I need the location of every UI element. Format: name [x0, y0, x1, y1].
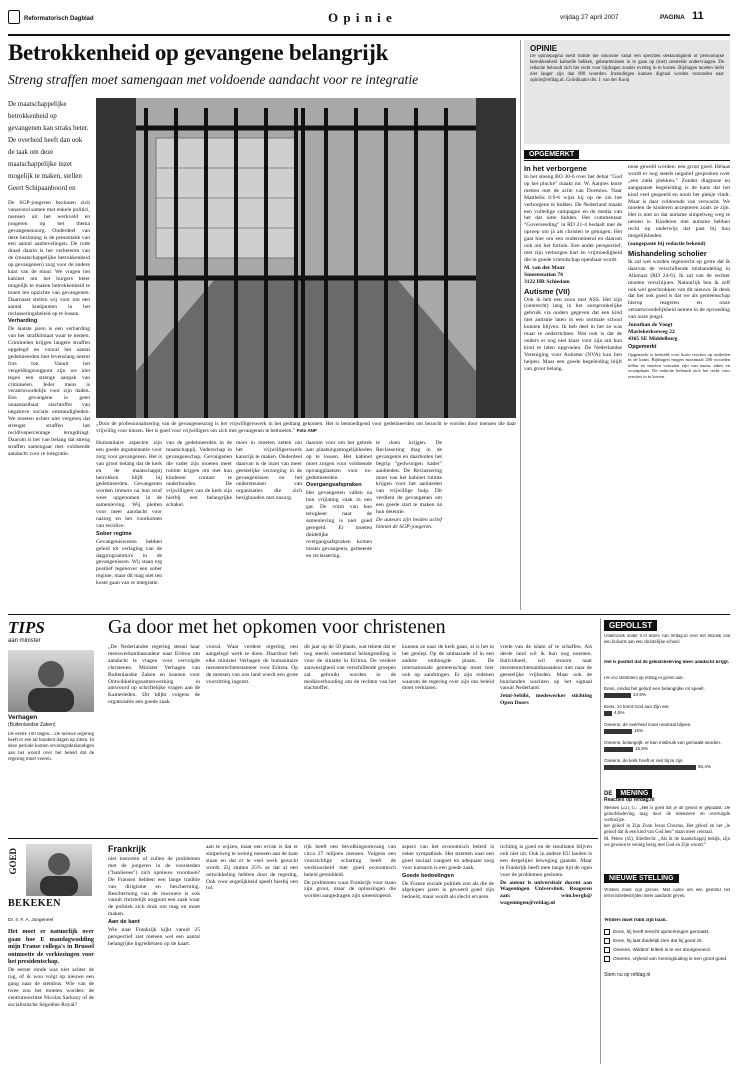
poll-option-label: Oneens, de overheid moet neutraal blijven. — [604, 722, 692, 727]
stelling-option-label: Eens, hij heeft terecht opmerkingen gemaakt. — [613, 930, 710, 935]
lead-col2-text2: Gevangeniswezen hebben geleid tot verlaging van de dagprogramma's in de gevangenissen. Wij staan erg positief tegenover een sober regime, maar dit mag niet ten koste gaan van re integratie. — [96, 538, 162, 587]
author-portrait — [26, 844, 92, 896]
opinie-box — [524, 40, 730, 144]
lead-photo-caption — [96, 421, 516, 437]
lead-col1 — [8, 200, 90, 610]
mening-header — [604, 782, 730, 797]
goed-sidebar — [8, 928, 94, 1064]
mening-prefix: DE — [604, 791, 613, 797]
third-heading: Frankrijk — [108, 844, 147, 854]
third-col5-text: richting is goed en de resultaten blijven ook niet uit. Ook in andere EU landen is een dergelijke beweging gaande. Maar in Frankrijk heeft men lange tijd de ogen voor de problemen gesloten. — [500, 844, 592, 878]
minister-role: (Buitenlandse Zaken) — [8, 722, 56, 728]
opgemerkt-signature3: Jonathan de Voogt Mariekerkseweg 22 4365 SE Middelburg — [628, 322, 678, 342]
bekeken-label: BEKEKEN — [8, 898, 61, 909]
second-col4: kunnen ze naar de kerk gaan, al is het in het geniep. Op de ambassade of in een andere omhoogde plaats. De internationale gemeenschap moet hier ook op aandringen. Er zijn redenen waarom de regering over zijn ons beleid moet verklaren. — [402, 644, 494, 692]
poll-option-bar — [604, 693, 631, 698]
poll-option-bar — [604, 765, 696, 770]
tips-sublabel: aan minister — [8, 638, 41, 644]
lead-col1-text: De SGP-jongeren bezinnen zich vanavond samen met enkele politici, mensen uit het werkveld en jongeren op het thema gevangenenzorg. Onderdeel van deze bezinning is de presentatie van een aantal aanbevelingen. De rode draad daarin is het verbeteren van de (maatschappelijke betrokkenheid op gevangenen) zorg voor de andere kant van de muur. We vragen het kabinet om het burgers beter mogelijk te maken betrokkenheid te tonen ten opzichte van gevangenen. Daarnaast stellen wij voor om een aantal knelpunten in het reclasseringsbeleid op te lossen. — [8, 200, 90, 317]
lead-col2-heading: Sober regime — [96, 530, 132, 537]
third-col1-heading: Aan de kant — [108, 919, 140, 926]
mening-text3: M. Peters (45), Sliedrecht: „Als ik de maatschappij bekijk, zijn we gewoon te weinig bezig met God en Zijn woord.” — [604, 836, 730, 848]
poll-option-pct: 50,4% — [698, 763, 712, 769]
third-col1-text: niet instorten of zullen de problemen met de jongeren in de voorsteden ("banlieues") zich opnieuw voordoen? De Fransen hebben een lange traditie van dirigisme en bescherming. Bescherming van de inwoners is ook vanuit christelijk oogpunt een zaak waar de politiek zich druk om mag en moet maken. — [108, 856, 200, 918]
lead-headline: Betrokkenheid op gevangene belangrijk — [8, 40, 389, 65]
poll-option-label: Eens, omdat het geloof een belangrijke rol speelt. — [604, 686, 705, 691]
lead-col3 — [166, 440, 232, 610]
masthead — [0, 0, 738, 34]
checkbox-icon[interactable] — [604, 938, 610, 944]
poll-option — [604, 722, 730, 740]
page-label: PAGINA — [660, 14, 685, 21]
lead-col2-text: Humanitaire aspecten zijn een goede argumentatie voor zorg voor gevangenen. Het is van groot belang dat de kerk en de maatschappij betrokken blijft bij gedetineerden. Gevangenen worden immers na hun straf weer opgenomen in de samenleving. Wij pleiten voor meer aandacht voor nazorg en het voorkomen van recidive. — [96, 440, 162, 529]
lead-col4-text: moet in moeten zetten om het vrijwilligerswerk kansrijk te maken. Onderdeel daarvan is de inzet van meer geestelijke verzorging in de gevangenissen en het ondersteunen van organisaties die zich bezighouden met nazorg. — [236, 440, 302, 502]
stelling-option[interactable] — [604, 937, 730, 946]
second-col1: „De Nederlandse regering steunt haar menswerkambassadeur naar Eritrea om aandacht te vragen voor vervolgde christenen. Minister Verhagen van Buitenlandse Zaken en kunnen voor Ontwikkelingssamenwerking in antwoord op schriftelijke vragen aan de Kamerleden. Dit blijkt volgens de orgatnisatie een goede zaak. — [108, 644, 200, 706]
opgemerkt-tag: OPGEMERKT — [524, 150, 579, 159]
third-col5 — [500, 844, 592, 1064]
tips-label: TIPS — [8, 618, 45, 637]
opgemerkt-col2 — [628, 164, 730, 610]
paper-name: Reformatorisch Dagblad — [24, 16, 94, 22]
third-col4 — [402, 844, 494, 1064]
lead-col6-text2: De auteurs zijn beiden actief binnen de SGP-jongeren. — [376, 516, 442, 530]
poll-option-label: Oneens, belangrijk: er kan misbruik van gemaakt worden. — [604, 740, 722, 745]
opgemerkt-signature1: M. van der Maar Smeenstation 76 3122 HR Schiedam — [524, 264, 570, 285]
gepollst-intro: Onderzoek onder 670 lezers van refdag.nl over het bezoek van een huisarts aan een christelijke school: — [604, 634, 730, 645]
lead-photo — [96, 98, 516, 418]
lead-intro: De maatschappelijke betrokkenheid op gevangenen kan straks beter. De overheid heeft dan ook de taak om deze maatschappelijke inzet mogelijk te maken, stellen Geert Schipaanboord en — [8, 100, 89, 192]
poll-option-label: Eens, zo komt God aan Zijn eer. — [604, 704, 670, 709]
poll-option — [604, 686, 730, 704]
lead-col6-text: te doen krijgen. De Reclassering mag in de gevangenis en daarbuiten het begrip "gedwongen kader" aanbieden. De Reclassering moet van het kabinet ruimte krijgen voor het aanbieden van vrijwillige hulp. Dit verdient de gevangenen om een goede start te maken na hun detentie. — [376, 440, 442, 516]
mening-text1: Mensen (22), G.: „Het is goed dat je dit geloof er geplaatst. De geloofsbeleving mag door de intensieve en overtuigde werkwijze. — [604, 806, 730, 823]
third-col3-text: rijk heeft een bevolkingsomvang van circa 27 miljoen mensen. Volgens een voorzichtige schatting heeft de werkloosheid met goed economisch beleid gemiddeld. — [304, 844, 396, 878]
stelling-tag: NIEUWE STELLING — [604, 874, 679, 883]
opgemerkt-text4: Ik zal wel worden tegenrecht op grote dat ik daarvan de verschillende mishandeling in Alkmaar (RD 24-6). Ik zal van de rechter moeten verschijnen. Natuurlijk ben ik zelf ook wel geschrokken van dit nieuws. Ik denk dat het ook goed is dat we als gemeenschap hierop reageren en onze verantwoordelijkheid nemen in de opvoeding van onze jeugd. — [628, 258, 730, 321]
stelling-intro: Wilders moet zijn gevoel. Met name om een gestrekt het terrorismebestrijden meer aandacht geven. — [604, 888, 730, 899]
minister-name: Verhagen — [8, 714, 38, 721]
masthead-rule — [8, 34, 730, 36]
section-title: O p i n i e — [328, 10, 393, 25]
minister-portrait — [8, 650, 94, 712]
opgemerkt-heading3: Mishandeling scholier — [628, 248, 707, 258]
poll-option — [604, 704, 730, 722]
poll-option-pct: 15% — [634, 727, 644, 733]
third-col4-text2: De Franse sociale politiek zou als die de afgelopen jaren is gevoerd goed zijn bedoeld, maar wordt als slecht ervaren. — [402, 880, 494, 901]
column-divider-right — [520, 40, 521, 610]
opinie-box-title: OPINIE — [530, 44, 558, 53]
checkbox-icon[interactable] — [604, 947, 610, 953]
goed-label: GOED — [8, 848, 18, 875]
mening-subheading: Reacties op refdag.nl — [604, 797, 655, 803]
opgemerkt-heading1: In het verborgene — [524, 164, 587, 173]
third-col4-heading: Goede bedoelingen — [402, 872, 454, 879]
poll-option — [604, 740, 730, 758]
prison-gate-illustration — [96, 98, 516, 418]
lead-col5-text2: Het gevangenen vallen na hun vrijlating vaak in een gat. De vorm van hun terugkeer naar de samenleving is niet goed geregeld. Er moeten duidelijke overgangsafspraken komen tussen gevangenis, gemeente en reclassering. — [306, 490, 372, 559]
lead-col4 — [236, 440, 302, 610]
second-col5-text: vrede van de islam af te schaffen. Als derde land wil ik hun nog noemen. Individueel, wil stroom naar mensenrechtenambassadeur niet naar de geestelijke vrijheden. Maar ook de buurlanden wachten op het signaal vanuit Nederland. — [500, 644, 592, 692]
checkbox-icon[interactable] — [604, 956, 610, 962]
stelling-option-label: Oneens, vrijheid van meningsuiting is een groot goed. — [613, 957, 728, 962]
checkbox-icon[interactable] — [604, 929, 610, 935]
stelling-question: Wilders moet ruim zijn baan. — [604, 918, 667, 923]
gepollst-results — [604, 686, 730, 776]
opgemerkt-rule — [524, 160, 730, 161]
poll-option-pct: 4,5% — [614, 709, 625, 715]
lead-col5 — [306, 440, 372, 610]
second-headline: Ga door met het opkomen voor christenen — [108, 616, 446, 638]
section-rule-1 — [8, 614, 730, 615]
third-col4-text: aspect van het economisch beleid is zeker sympathiek. Het stremen naar een goed sociaal vangnet en adequate zorg voor kansarm is een goede zaak. — [402, 844, 494, 871]
second-col2: vooral. Waar verdere regering een aangelegd werk te doen. Daardoor heb elke minister Verhagen de humanitaire mensenrechtenstanteer voor Eritrea. Op de mensen van ons land wordt een grote voorzitting ingezet. — [206, 644, 298, 685]
opgemerkt-fine-text: Opgemerkt is bedoeld voor korte reacties op artikelen in de krant. Bijdragen mogen maximaal 200 woorden tellen en moeten voorzien zijn van naam, adres en woonplaats. De redactie behoudt zich het recht voor reacties in te korten. — [628, 351, 730, 380]
goed-sidebar-text: Het moet er natuurlijk over gaan hoe E mandagwudding mijn Franse collega's in Brussel ontmoette de verkiezingen voor het presidentschap. — [8, 928, 94, 966]
opgemerkt-text2: Ook ik heb een zoon met ASS. Het zijn (onterecht) lang in het oorspronkelijke gebruik via ouders gegeven dat een kind met autisme laten in een normale school kunnen blijven. Ik heb deel in het ze was maar te onderrichten. Wat ook is dat de ouders er nog niet klaar voor zijn om hun kind te laten opgroeien. De Nederlandse Vereniging voor Autisme (NVA) kan hen helpen. Maar een goede begeleiding blijft van groot belang. — [524, 296, 622, 372]
mening-text — [604, 806, 730, 870]
second-col5 — [500, 644, 592, 834]
third-col3-text2: De problemen waar Frankrijk voor staan zijn groot, maar de oplossingen die worden aangedragen zijn uiteenlopend. — [304, 879, 396, 900]
column-divider-bottom — [600, 618, 601, 1064]
lead-subhead: Streng straffen moet samengaan met voldoende aandacht voor re integratie — [8, 72, 419, 87]
third-col3 — [304, 844, 396, 1064]
minister-portrait-icon — [8, 650, 94, 712]
gepollst-question: Het is positief dat de geloofsbeleving meer aandacht krijgt. — [604, 660, 730, 665]
lead-col5-heading: Overgangsafspraken — [306, 482, 362, 489]
opinie-box-text: De opiniepagina biedt ruimte die discussie vanaf een specifiek deskundigheid of persoonlijke betrokkenheid kaltuelle bekken, gebeurtenissen in te gaan op (met) zeestelde ondervraagen. De redactie behoudt zich het recht voor bijdragen zonder overleg in te korten. Bijdragen moeten liefst niet langer zijn dan 800 woorden. Inzendingen kunnen digitaal worden verzonden naar opinie@refdag.nl. Coördinator drs. J. van der Kooij — [530, 54, 724, 83]
tips-sidebar-text: De eerste 100 dagen... De nieuwe regering heeft er een tal honderd dagen op zitten. In deze periode komen ervaringsdeskundigen aan het woord over het beleid dat de regering moet voeren. — [8, 732, 94, 762]
poll-option-bar — [604, 729, 632, 734]
author-caption: Dr. ir. F. A. Jongeneel — [8, 918, 54, 923]
opgemerkt-signature2: (aangepaste bij redactie bekend) — [628, 240, 706, 247]
lead-col2 — [96, 440, 162, 610]
lead-col3-text: van de gedetineerden in de maatschappij. Vaderschap in gevangenschap. Gevangenen die vader zijn moeten meer ruimte krijgen om met hun kinderen contact te onderhouden. De vrijwilligers van de kerk zijn hierbij een belangrijke schakel. — [166, 440, 232, 509]
lead-col5-text: daarom voor om het gebrek aan plaatsingsmogelijkheden op te lossen. Het kabinet moet zorgen voor voldoende opvangplaatsen voor ex-gedetineerden. — [306, 440, 372, 481]
poll-option-pct: 15,9% — [635, 745, 649, 751]
stelling-footer[interactable]: Stem nu op refdag.nl — [604, 972, 651, 978]
lead-col1-text2: De laatste jaren is een verharding van het strafklimaat waar te nemen. Criminelen krijgen langere straffen opgelegd en vooral het aantal gedetineerden met levenslang neemt fors toe. Vanuit het vergeldingsoogpunt zijn we niet tegen een strenge aanpak van criminelen. Ieder mens is verantwoordelijk voor zijn daden. Een gevangene is geen onaantastbaar slachtoffer van negatieve sociale omstandigheden. We moeten echter niet vergeten dat strenger straffen het recidivepercentage terugdringt. Daarom is het van belang dat streng straffen samengaat met voldoende aandacht voor re integratie. — [8, 326, 90, 457]
author-portrait-icon — [26, 844, 92, 896]
masthead-logo — [8, 10, 20, 24]
mening-text2: het geloof in Zijn Zoon Jezus Christus. Het geloof en het „le geloof dat ik een kind van God ben” staan meer centraal. — [604, 824, 730, 836]
opgemerkt-heading2: Autisme (VII) — [524, 286, 570, 296]
photo-caption-text: „Door de professionalisering van de gevangeneszorg is het vrijwilligerswerk in het gedrang gekomen. Het is bemoedigend voor gedetineerden om bezocht te worden door mensen die daar vrijwillig voor kiezen. Het is goed voor vrijwilligers om zich met gevangenen te bemoeien.” — [96, 421, 516, 434]
stelling-option[interactable] — [604, 928, 730, 937]
photo-credit: Foto ANP — [296, 427, 317, 433]
poll-option-bar — [604, 747, 633, 752]
poll-option-bar — [604, 711, 612, 716]
opgemerkt-fine-heading: Opgemerkt — [628, 343, 657, 350]
third-col1-text2: Wie naar Frankrijk kijkt vanuit 25 perspectief ziet meteen wel een aantal belangrijke ingrediënten op de kaart. — [108, 927, 200, 947]
gepollst-votes: De 562 stemmers op refdag.nl gaven aan: — [604, 676, 684, 681]
goed-bekeken-badge — [8, 844, 94, 914]
opgemerkt-text1: In het stoeng BO 30-6 over het debat "God op het plucke" maakt mr. W. Aanjtes korte metten met de actie van Doreslos. Naar Matthéüs 6:9-6 wijst hij op de zin het verborgene te bidden. De Nederland maakt een volledige campagne en de media van het dat uitte bidden. Het commentaar "Goversesding" in RD 21-4 bedaalt met de oproep om jà als christen te getuigen. Het gaat hier om een ondernemend en daarom ook om het fortuin. Een ander perspectief, met zijn verborgen hart en vrijmoedigheid die in goede vriendschap openbaar wordt. — [524, 174, 622, 263]
stelling-option-label: Eens, hij laat duidelijk zien dat hij goed zit. — [613, 939, 703, 944]
gepollst-tag: GEPOLLST — [604, 620, 657, 631]
page-number: 11 — [692, 10, 704, 22]
opgemerkt-col1 — [524, 164, 622, 610]
stelling-option-label: Oneens, Wilders' kritiek is te ver doorgevoerd. — [613, 948, 711, 953]
third-col1 — [108, 844, 200, 1064]
poll-option-pct: 14,6% — [633, 691, 647, 697]
goed-sidebar-text2: De eerste ronde was niet achter de rug, of ik wou volgt op nieuwe een gang naar de stembus. Wie van de twee zou het moeten worden: de centrumrechtse Nicolas Sarkozy of de socialistische Ségolène Royal? — [8, 966, 94, 1008]
second-col5-signature: Jetni-Sebibi, medewerker stichting Open Doors — [500, 693, 592, 707]
stelling-options — [604, 928, 730, 968]
third-col5-signature: De auteur is universitair docent aan Wageningen Universiteit. Reageren aan: wim.bergh@ wageningen@refdag.nl — [500, 879, 592, 907]
opgemerkt-text3: nose geweld worden: een groot goed. Helaas wordt er nog steeds negatief gesproken over „een ziekt plekken.” Zonder diagnose en aangepaste begeleiding is de kans dat het kind veel gespeeld en nooit het plekje vindt. Maar is daar voldoende van verwacht. We moeten de kinderen accepteren zoals ze zijn. Het is niet zo dat autisme simpelweg weg te nemen is. Kinderen met autisme hebben recht op onderwijs dat past bij hun mogelijkheden. — [628, 164, 730, 240]
page-date: vrijdag 27 april 2007 — [560, 14, 619, 21]
lead-col1-heading: Verharding — [8, 318, 38, 325]
stelling-option[interactable] — [604, 955, 730, 964]
lead-col6 — [376, 440, 442, 610]
poll-option — [604, 758, 730, 776]
second-col3: dit jaar op de 50 plaats, wat tekent dat er nog steeds toenemend belangstelling is voor de situatie in Eritrea. De verdere aanwezigheid van verschillende groepen zal gebruikt worden in de mediaverhouding om de rechten van het slachtoffer. — [304, 644, 396, 692]
poll-option-label: Oneens, de kerk hoeft er niet bij te zijn. — [604, 758, 684, 763]
mening-tag: MENING — [616, 789, 652, 798]
third-col2: aan te wijzen, maar een ervan is dat er simpelweg te weinig mensen aan de kant staan en dat er te veel werk gezocht wordt. Zij sluiten 25% ze dat al een ontwikkeling hebben door de regering. Ook voor ongelijkheid speelt hierbij een rol. — [206, 844, 298, 892]
stelling-option[interactable] — [604, 946, 730, 955]
section-rule-2 — [8, 838, 598, 839]
